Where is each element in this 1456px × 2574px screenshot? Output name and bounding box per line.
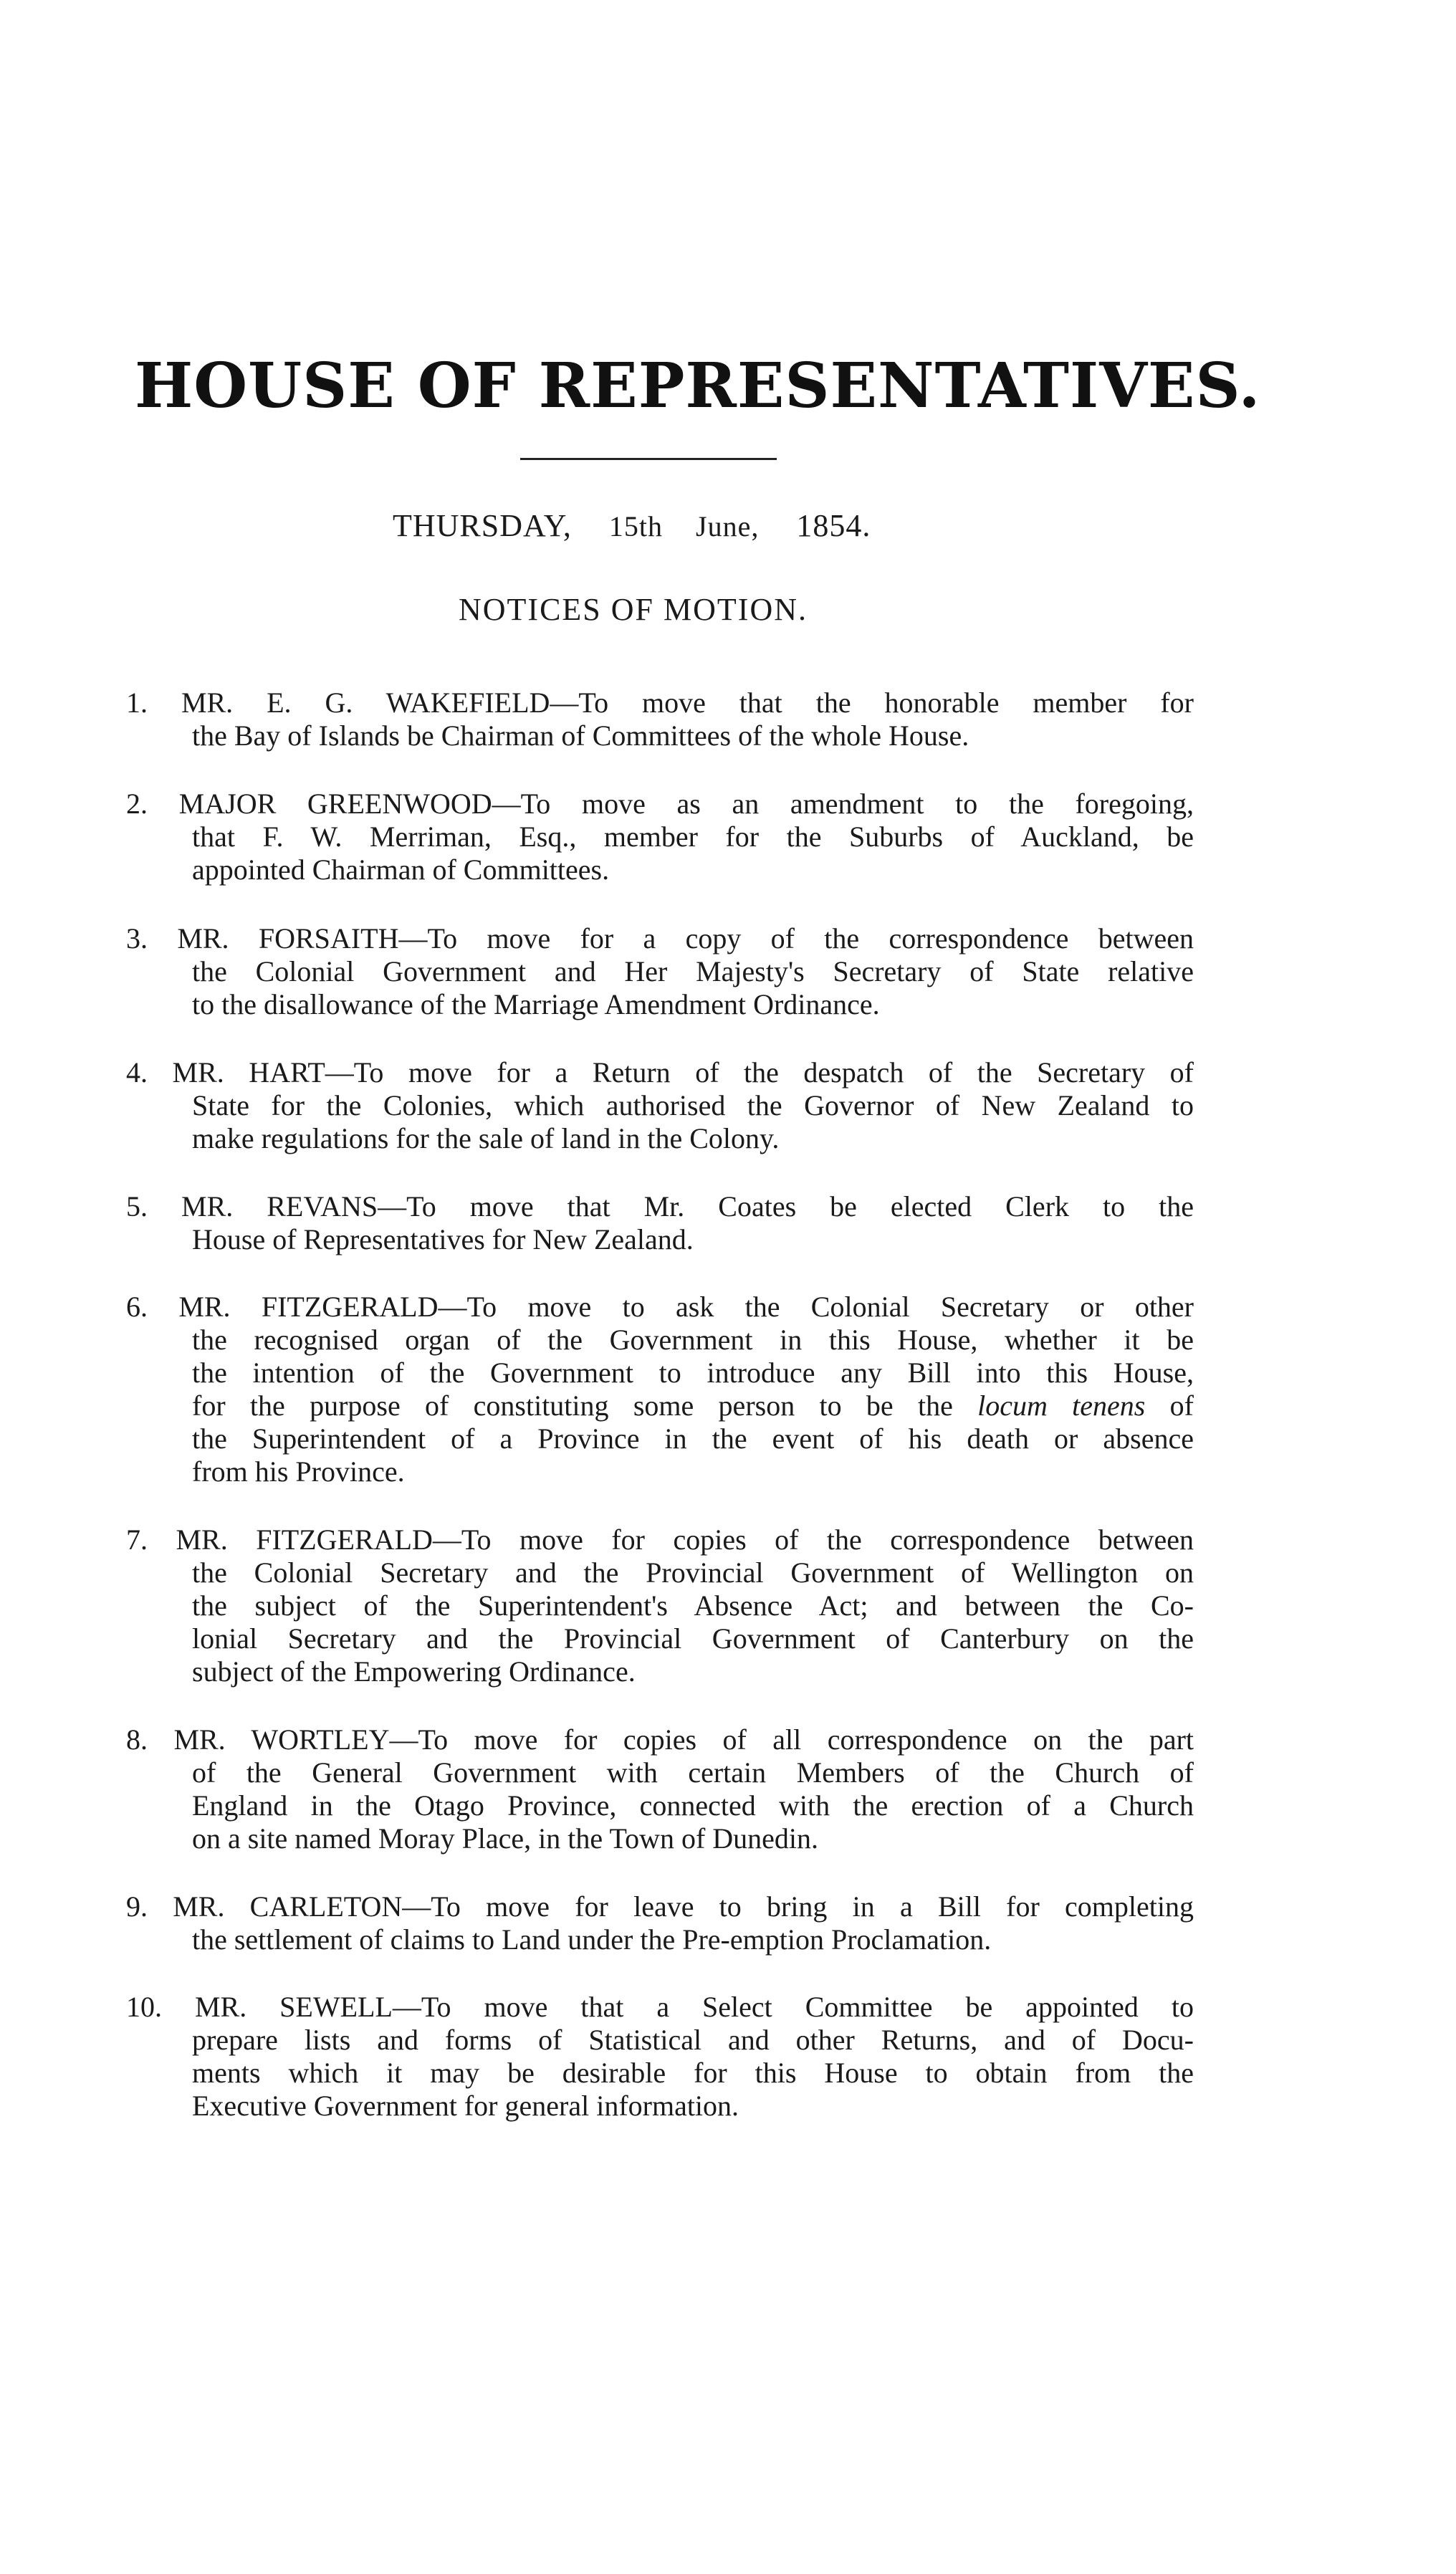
date-month: June,	[696, 510, 760, 542]
section-heading: NOTICES OF MOTION.	[459, 592, 808, 627]
motion-line: the Colonial Secretary and the Provincial Government of Wellington on	[192, 1556, 1194, 1589]
motion-line: 8. MR. WORTLEY—To move for copies of all correspondence on the part	[126, 1723, 1194, 1756]
motion-line: 3. MR. FORSAITH—To move for a copy of the correspondence between	[126, 922, 1194, 955]
italic-phrase: locum tenens	[977, 1389, 1146, 1422]
motion-line: the Bay of Islands be Chairman of Committees of the whole House.	[192, 719, 969, 752]
motion-number: 6.	[126, 1291, 148, 1323]
motion-line: subject of the Empowering Ordinance.	[192, 1655, 636, 1688]
motion-line: the Colonial Government and Her Majesty's Secretary of State relative	[192, 955, 1194, 987]
motion-line: House of Representatives for New Zealand.	[192, 1223, 694, 1255]
motion-number: 5.	[126, 1190, 148, 1223]
motion-number: 4.	[126, 1056, 148, 1089]
motion-line: the intention of the Government to introduce any Bill into this House,	[192, 1357, 1194, 1389]
motion-line: 4. MR. HART—To move for a Return of the despatch of the Secretary of	[126, 1056, 1194, 1089]
motion-line: from his Province.	[192, 1455, 405, 1488]
motion-line: prepare lists and forms of Statistical and other Returns, and of Docu-	[192, 2024, 1194, 2056]
motion-line: make regulations for the sale of land in the Colony.	[192, 1122, 780, 1154]
sitting-date	[393, 507, 1038, 544]
title-divider	[520, 458, 777, 460]
motion-line: the settlement of claims to Land under the Pre-emption Proclamation.	[192, 1923, 992, 1956]
motion-line: ments which it may be desirable for this House to obtain from the	[192, 2057, 1194, 2089]
motion-line: the subject of the Superintendent's Absence Act; and between the Co-	[192, 1589, 1194, 1622]
motion-line: appointed Chairman of Committees.	[192, 853, 610, 886]
date-day: THURSDAY,	[393, 508, 572, 543]
motion-line: 10. MR. SEWELL—To move that a Select Committee be appointed to	[126, 1991, 1194, 2023]
motion-line: 7. MR. FITZGERALD—To move for copies of the correspondence between	[126, 1523, 1194, 1556]
date-year: 1854.	[796, 508, 871, 543]
date-ordinal: 15th	[608, 510, 663, 542]
motion-line: 5. MR. REVANS—To move that Mr. Coates be elected Clerk to the	[126, 1190, 1194, 1223]
motion-line: the Superintendent of a Province in the event of his death or absence	[192, 1422, 1194, 1455]
motion-line: that F. W. Merriman, Esq., member for the Suburbs of Auckland, be	[192, 820, 1194, 853]
motion-number: 1.	[126, 686, 148, 719]
motion-line: England in the Otago Province, connected with the erection of a Church	[192, 1789, 1194, 1822]
motion-line: lonial Secretary and the Provincial Government of Canterbury on the	[192, 1622, 1194, 1655]
motion-number: 7.	[126, 1523, 148, 1556]
motion-line: of the General Government with certain Members of the Church of	[192, 1756, 1194, 1789]
motion-number: 2.	[126, 788, 148, 820]
motion-line: to the disallowance of the Marriage Amendment Ordinance.	[192, 988, 880, 1020]
motion-line: the recognised organ of the Government in this House, whether it be	[192, 1324, 1194, 1356]
motion-line: 1. MR. E. G. WAKEFIELD—To move that the honorable member for	[126, 686, 1194, 719]
page-title: HOUSE OF REPRESENTATIVES.	[135, 350, 1261, 422]
motion-number: 9.	[126, 1890, 148, 1923]
motion-number: 8.	[126, 1723, 148, 1756]
motion-line: on a site named Moray Place, in the Town of Dunedin.	[192, 1822, 819, 1855]
motion-number: 10.	[126, 1991, 162, 2023]
motion-line: 2. MAJOR GREENWOOD—To move as an amendment to the foregoing,	[126, 788, 1194, 820]
motion-line: 6. MR. FITZGERALD—To move to ask the Colonial Secretary or other	[126, 1291, 1194, 1323]
motion-line: for the purpose of constituting some person to be the locum tenens of	[192, 1389, 1194, 1422]
motion-number: 3.	[126, 922, 148, 955]
motion-line: State for the Colonies, which authorised the Governor of New Zealand to	[192, 1089, 1194, 1121]
motion-line: 9. MR. CARLETON—To move for leave to bring in a Bill for completing	[126, 1890, 1194, 1923]
motion-line: Executive Government for general information.	[192, 2090, 739, 2122]
